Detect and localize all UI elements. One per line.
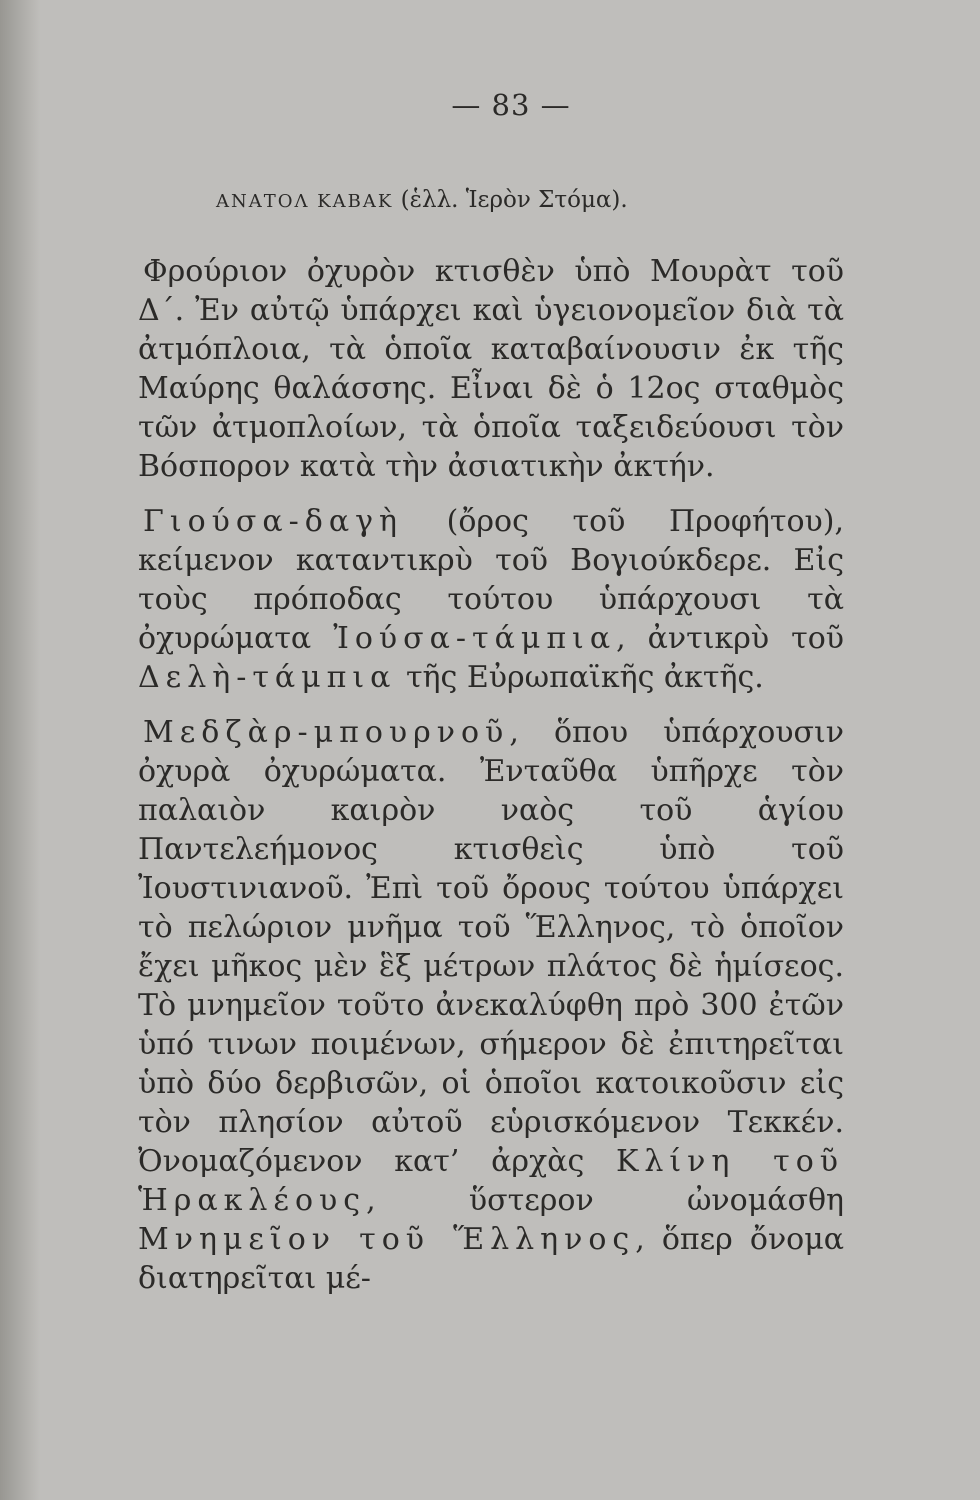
spaced-name: Δελὴ-τάμπια <box>138 660 397 695</box>
spaced-name: Γιούσα-δαγὴ <box>143 504 403 539</box>
binding-shadow <box>0 0 40 1500</box>
text-run: , ὅπου ὑπάρχουσιν ὀχυρὰ ὀχυρώματα. Ἐνταῦθα ὑπῆρχε τὸν παλαιὸν καιρὸν ναὸς τοῦ ἁγίου Παντελεήμονος κτισθεὶς ὑπὸ τοῦ Ἰουστινιανοῦ. Ἐπὶ τοῦ ὄρους τούτου ὑπάρχει τὸ πελώριον μνῆμα τοῦ Ἕλληνος, τὸ ὁποῖον ἔχει μῆκος μὲν ἓξ μέτρων πλάτος δὲ ἡμίσεος. Τὸ μνημεῖον τοῦτο ἀνεκαλύφθη πρὸ 300 ἐτῶν ὑπό τινων ποιμένων, σήμερον δὲ ἐπιτηρεῖται ὑπὸ δύο δερβισῶν, οἱ ὁποῖοι κατοικοῦσιν εἰς τὸν πλησίον αὐτοῦ εὑρισκόμενον Τεκκέν. Ὀνομαζόμενον κατ’ ἀρχὰς <box>138 715 844 1179</box>
page-number: — 83 — <box>451 88 571 122</box>
spaced-name: Μνημεῖον τοῦ Ἕλληνος <box>138 1222 636 1257</box>
text-run: (ὄρος τοῦ Προφήτου), κείμενον καταντικρὺ τοῦ Βογιούκδερε. Εἰς τοὺς πρόποδας τούτου ὑπάρχουσι τὰ ὀχυρώματα <box>138 504 844 656</box>
paragraph <box>138 252 844 486</box>
text-run: Φρούριον ὀχυρὸν κτισθὲν ὑπὸ Μουρὰτ τοῦ Δ΄. Ἐν αὐτῷ ὑπάρχει καὶ ὑγειονομεῖον διὰ τὰ ἀτμόπλοια, τὰ ὁποῖα καταβαίνουσιν ἐκ τῆς Μαύρης θαλάσσης. Εἶναι δὲ ὁ 12ος σταθμὸς τῶν ἀτμοπλοίων, τὰ ὁποῖα ταξειδεύουσι τὸν Βόσπορον κατὰ τὴν ἀσιατικὴν ἀκτήν. <box>138 254 844 484</box>
text-run: , ἀντικρὺ τοῦ <box>616 621 844 656</box>
paragraph <box>138 502 844 697</box>
heading-place-name: ΑΝΑΤΟΛ ΚΑΒΑΚ <box>216 191 394 212</box>
heading-greek-name: (ἑλλ. Ἱερὸν Στόμα). <box>393 187 628 213</box>
body-text <box>138 252 844 1298</box>
paragraph <box>138 713 844 1298</box>
spaced-name: Μεδζὰρ-μπουρνοῦ <box>143 715 510 750</box>
spaced-name: Κλίνη τοῦ Ἡρακλέους <box>138 1144 844 1218</box>
text-run: , ὅπερ ὄνομα διατηρεῖται μέ- <box>138 1222 845 1296</box>
spaced-name: Ἰούσα-τάμπια <box>333 621 617 656</box>
section-heading <box>216 180 844 220</box>
page-content <box>138 80 844 1298</box>
text-run: , ὕστερον ὠνομάσθη <box>366 1183 844 1218</box>
text-run: τῆς Εὐρωπαϊκῆς ἀκτῆς. <box>396 660 764 695</box>
